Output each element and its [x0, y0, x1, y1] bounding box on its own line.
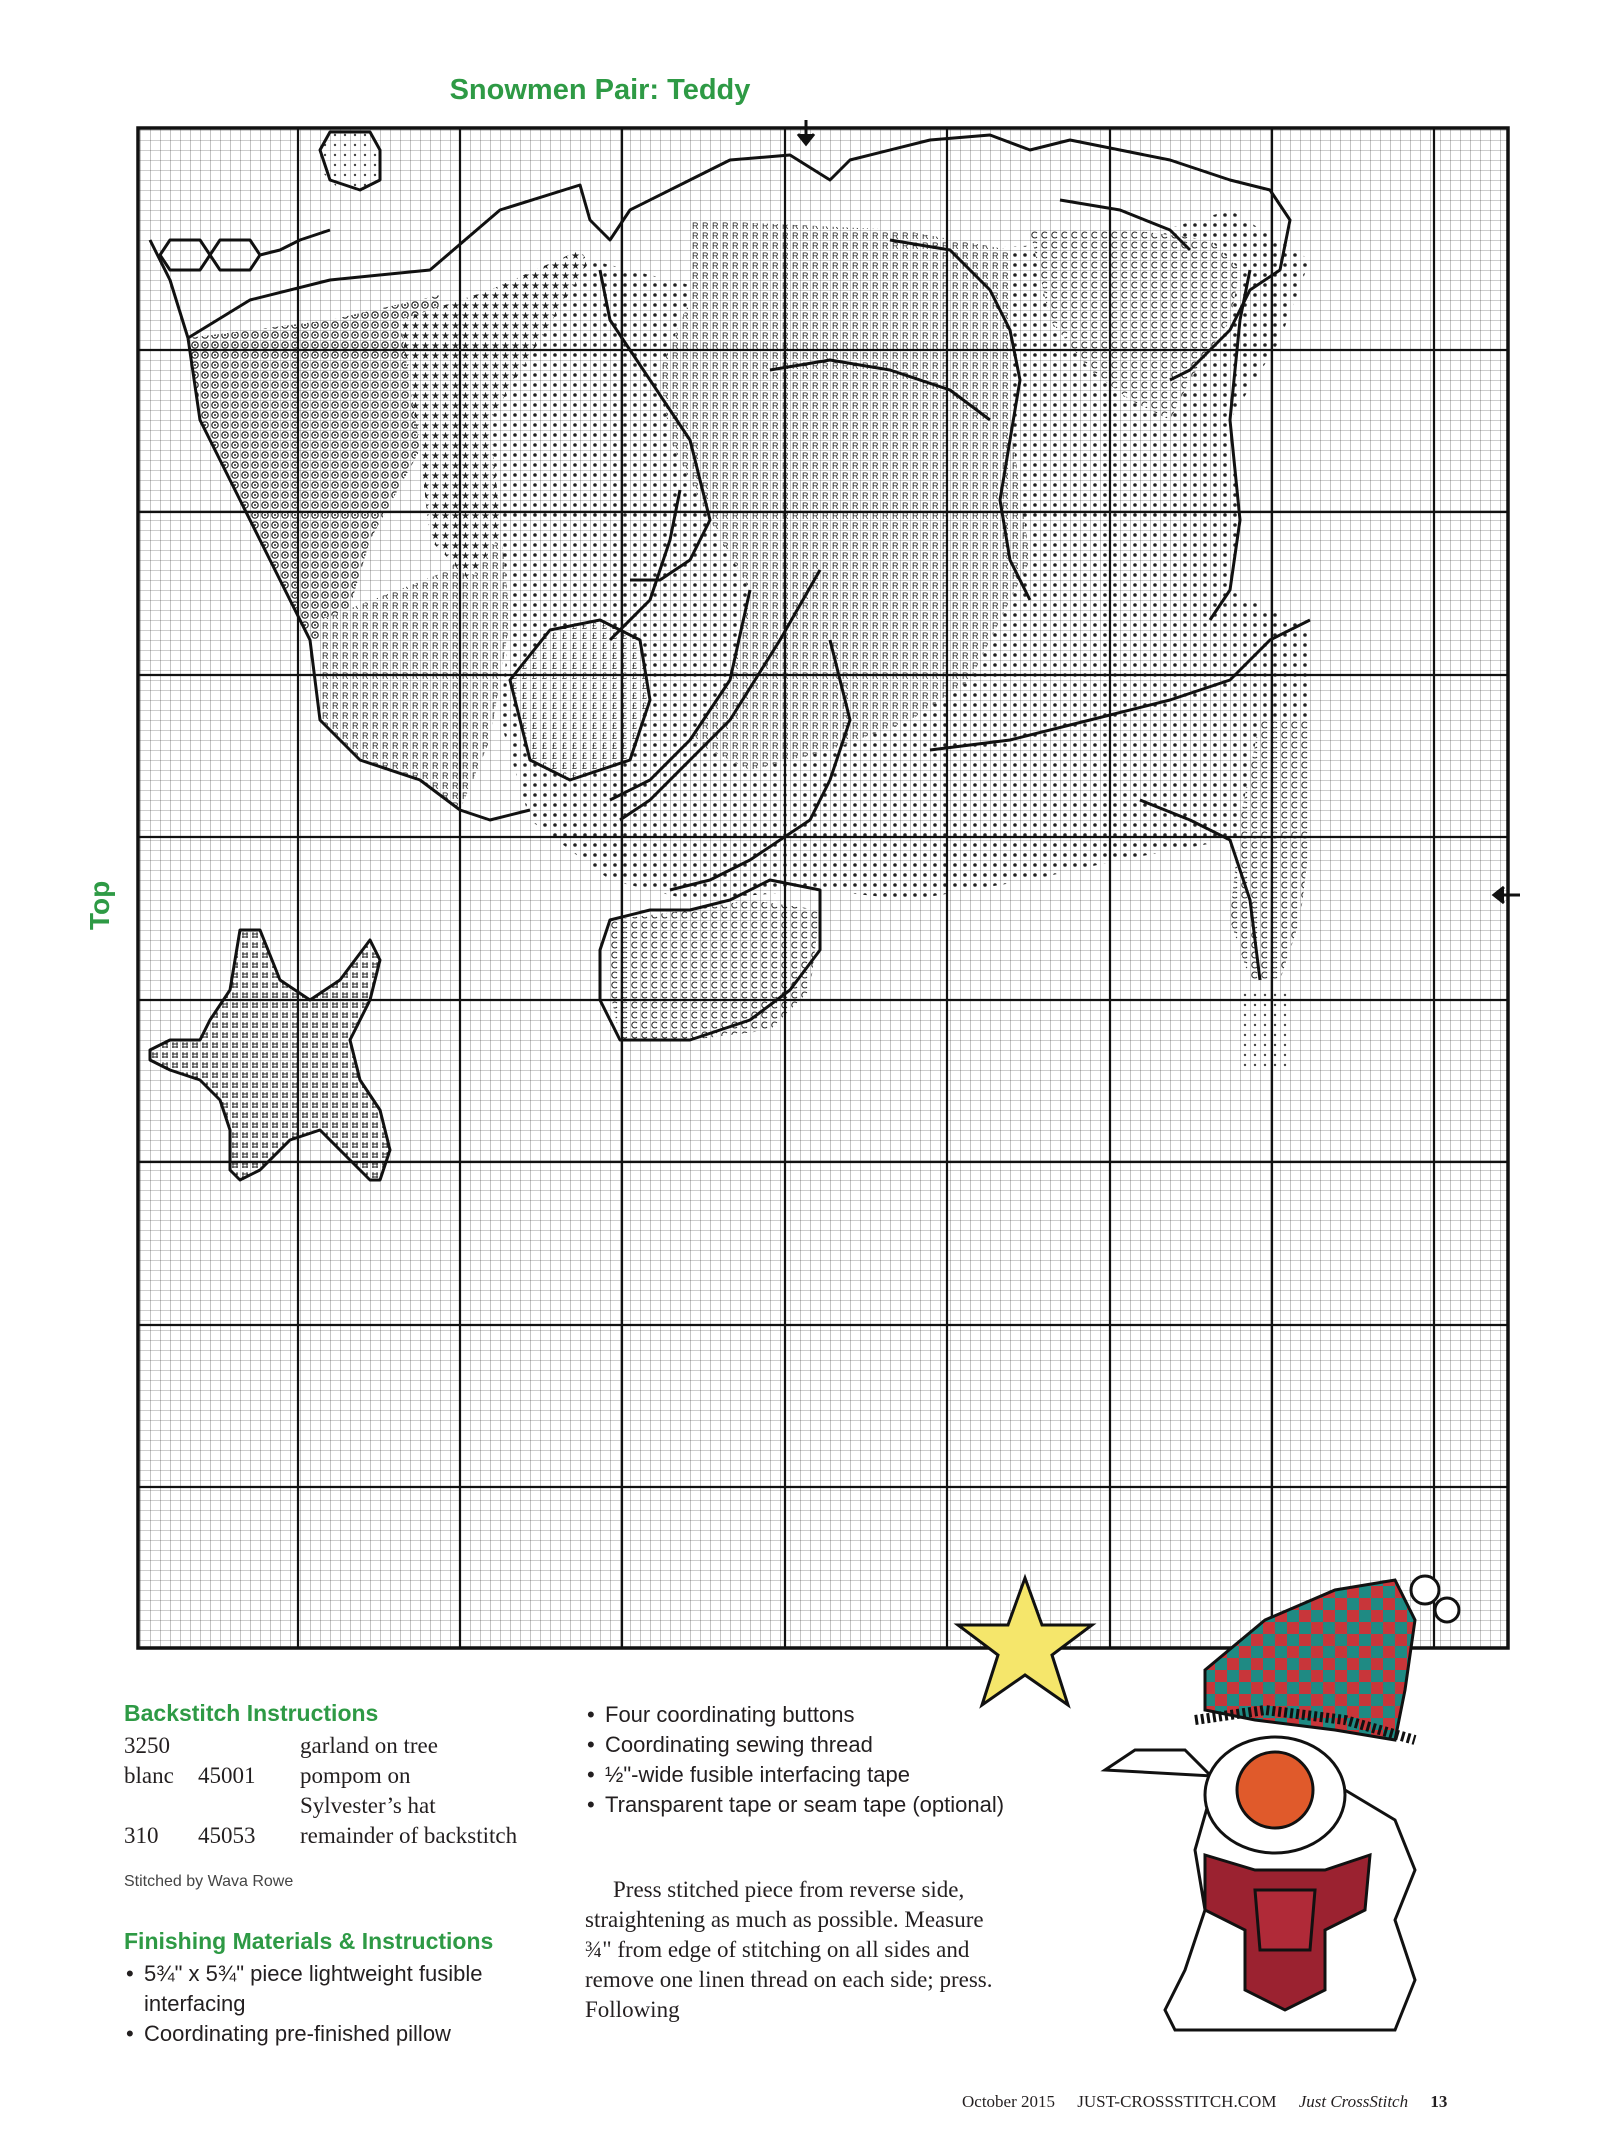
page-number: 13: [1430, 2092, 1448, 2111]
anchor-cell: [198, 1731, 300, 1761]
backstitch-table: [124, 1731, 517, 1851]
snowman-illustration: [1095, 1550, 1565, 2050]
page-footer: [962, 2092, 1447, 2112]
star-icon: [950, 1570, 1100, 1720]
finishing-materials: [124, 1928, 564, 2049]
anchor-cell: 45053: [198, 1823, 256, 1848]
desc-cell: Sylvester’s hat: [300, 1793, 436, 1818]
dmc-cell: [124, 1791, 198, 1821]
desc-cell: garland on tree: [300, 1733, 438, 1758]
table-row: [124, 1821, 517, 1851]
orientation-label: Top: [84, 880, 115, 930]
cross-stitch-chart: [130, 120, 1520, 1660]
finishing-paragraph: Press stitched piece from reverse side, straightening as much as possible. Measure ¾" from edge of stitching on all sides and remove one linen thread on each side; press. Following: [585, 1877, 993, 2022]
list-item: • ½"-wide fusible interfacing tape: [585, 1760, 1005, 1790]
footer-magazine: Just CrossStitch: [1298, 2092, 1409, 2111]
list-item: • Four coordinating buttons: [585, 1700, 1005, 1730]
list-item: • Transparent tape or seam tape (optional): [585, 1790, 1005, 1820]
materials-list-continued: [585, 1700, 1005, 1820]
finishing-heading: Finishing Materials & Instructions: [124, 1928, 494, 1954]
table-row: [124, 1791, 517, 1821]
page-title: Snowmen Pair: Teddy: [449, 74, 751, 106]
anchor-cell: [198, 1791, 300, 1821]
desc-cell: remainder of backstitch: [300, 1823, 518, 1848]
list-item: • Coordinating sewing thread: [585, 1730, 1005, 1760]
backstitch-heading: Backstitch Instructions: [124, 1700, 379, 1726]
footer-date: October 2015: [962, 2092, 1056, 2111]
footer-site: JUST-CROSSSTITCH.COM: [1077, 2092, 1277, 2111]
anchor-cell: 45001: [198, 1763, 256, 1788]
materials-list: [124, 1959, 564, 2049]
stitcher-credit: Stitched by Wava Rowe: [124, 1873, 294, 1890]
table-row: [124, 1731, 517, 1761]
desc-cell: pompom on: [300, 1763, 411, 1788]
list-item: • Coordinating pre-finished pillow: [124, 2019, 564, 2049]
snow-dots-fill: [1240, 990, 1290, 1070]
dmc-cell: 3250: [124, 1733, 170, 1758]
list-item: • 5¾" x 5¾" piece lightweight fusible interfacing: [124, 1959, 564, 2019]
dmc-cell: 310: [124, 1823, 159, 1848]
materials-list-2: [585, 1700, 1005, 1820]
backstitch-instructions: [124, 1700, 584, 1891]
dmc-cell: blanc: [124, 1763, 174, 1788]
table-row: [124, 1761, 517, 1791]
